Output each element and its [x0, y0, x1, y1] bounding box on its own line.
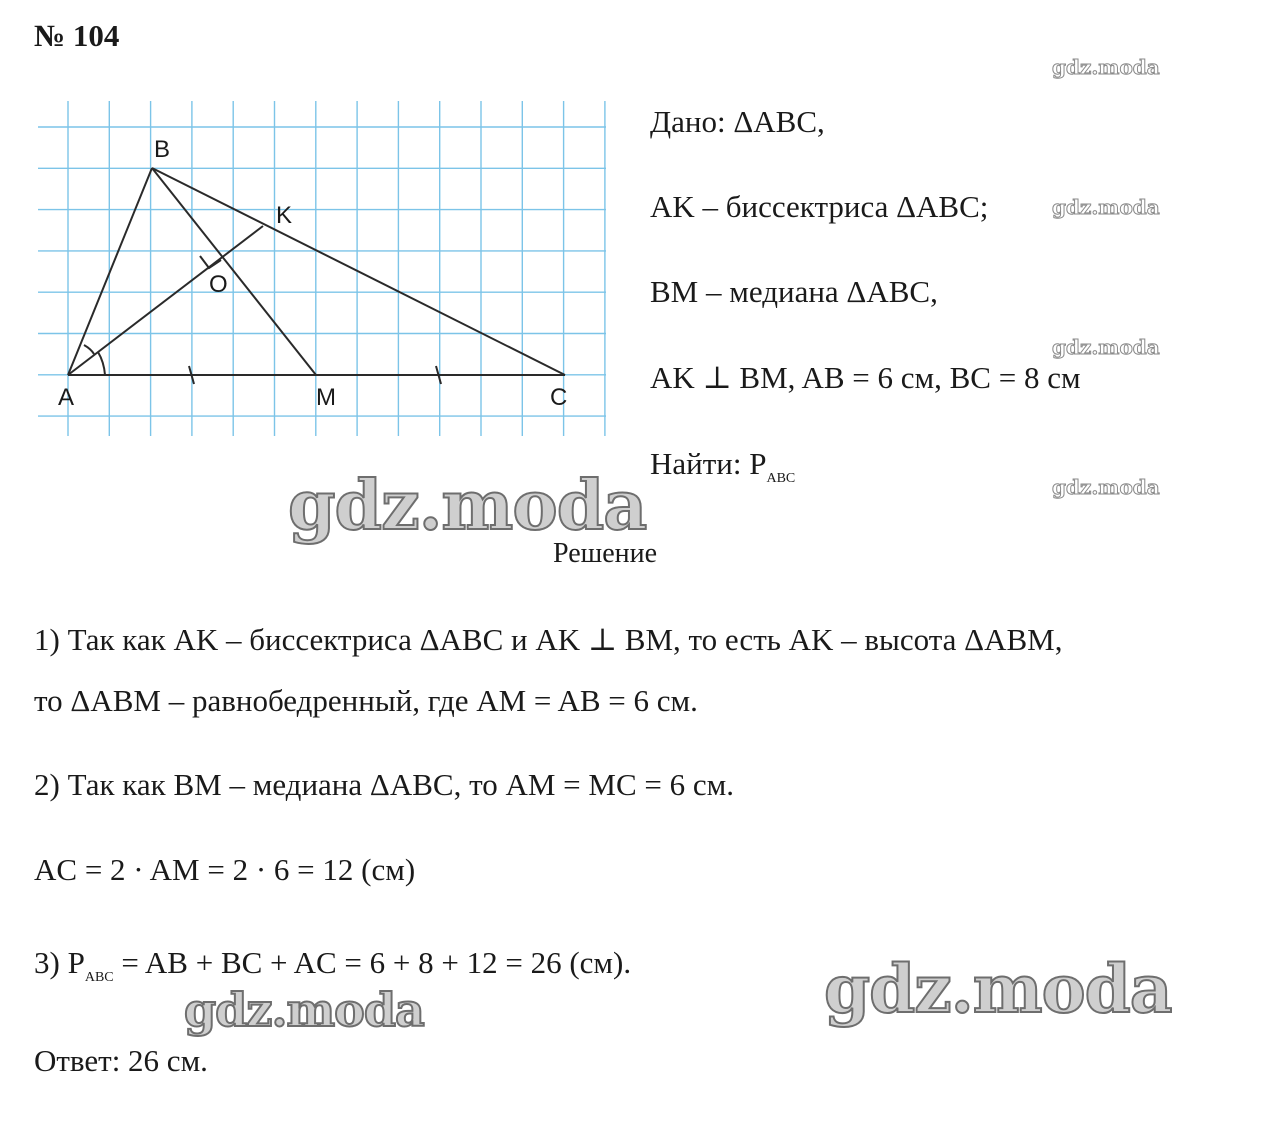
angle-arc-outer: [98, 352, 105, 375]
step-3-prefix: 3) P: [34, 945, 85, 980]
solution-heading: Решение: [553, 538, 658, 569]
label-k: K: [276, 202, 293, 229]
solution-step-2: 2) Так как BM – медиана ΔABC, то AM = MC = 6 см.: [34, 767, 734, 802]
given-line-4: AK ⊥ BM, AB = 6 см, BC = 8 см: [650, 360, 1081, 395]
solution-step-1-line-1: 1) Так как AK – биссектриса ΔABC и AK ⊥ BM, то есть AK – высота ΔABM,: [34, 622, 1063, 657]
step-3-subscript: ABC: [84, 970, 114, 985]
solution-step-3: [34, 945, 632, 985]
watermark-large-1: gdz.moda: [288, 466, 647, 546]
problem-number: № 104: [34, 18, 120, 53]
watermark-large-3: gdz.moda: [184, 983, 424, 1037]
watermark-small-2: gdz.moda: [1052, 195, 1160, 219]
watermark-large-2: gdz.moda: [824, 950, 1172, 1028]
angle-arc-inner: [84, 345, 94, 354]
solution-step-1-line-2: то ΔABM – равнобедренный, где AM = AB = 6 см.: [34, 683, 698, 718]
label-m: M: [316, 384, 336, 411]
find-subscript: ABC: [766, 471, 796, 486]
label-c: C: [550, 384, 568, 411]
label-o: O: [209, 271, 228, 298]
label-a: A: [58, 384, 75, 411]
find-prefix: Найти: P: [650, 446, 767, 481]
label-b: B: [154, 136, 171, 163]
solution-step-2-calc: AC = 2 · AM = 2 · 6 = 12 (см): [34, 852, 416, 887]
given-line-3: BM – медиана ΔABC,: [650, 274, 938, 309]
median-bm: [152, 168, 316, 375]
step-3-rest: = AB + BC + AC = 6 + 8 + 12 = 26 (см).: [113, 945, 632, 980]
watermark-small-1: gdz.moda: [1052, 55, 1160, 79]
right-angle-mark: [200, 256, 221, 268]
answer: Ответ: 26 см.: [34, 1043, 208, 1078]
watermark-small-3: gdz.moda: [1052, 335, 1160, 359]
find-line: [650, 446, 796, 486]
given-line-1: Дано: ΔABC,: [650, 104, 825, 139]
given-line-2: AK – биссектриса ΔABC;: [650, 189, 989, 224]
watermark-small-4: gdz.moda: [1052, 475, 1160, 499]
